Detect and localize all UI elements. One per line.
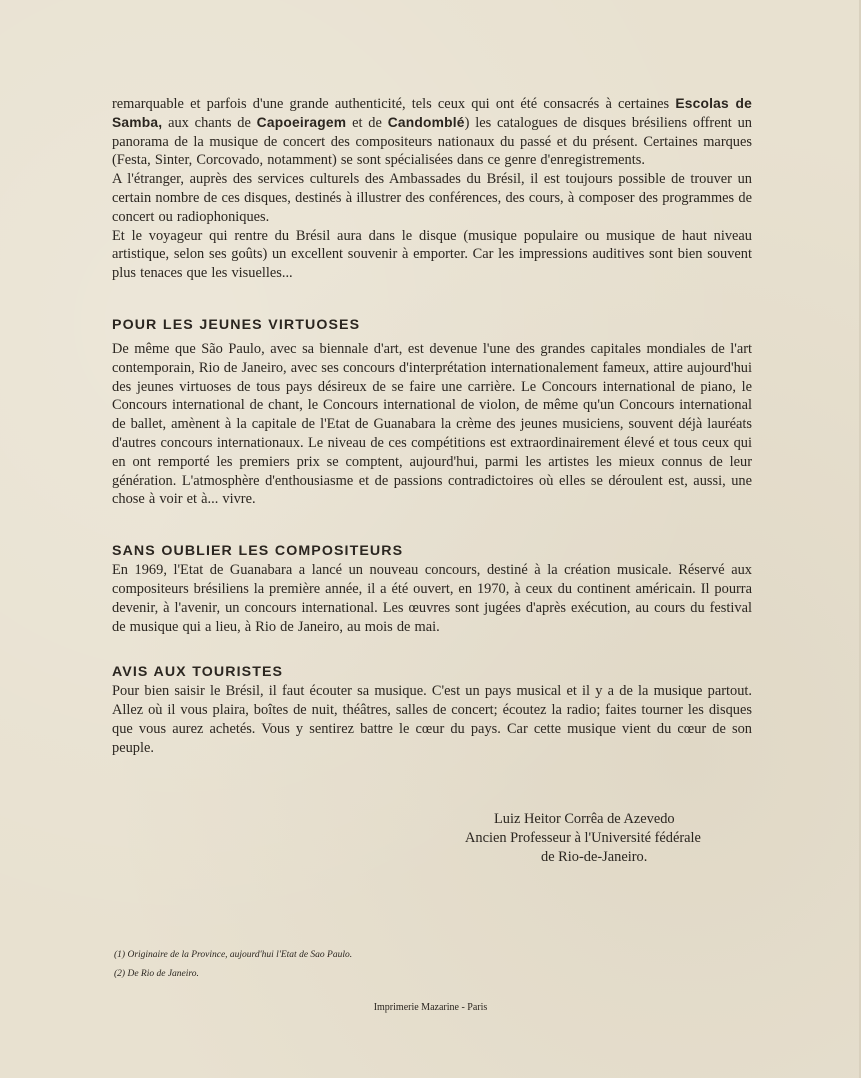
- section-text-compositeurs: En 1969, l'Etat de Guanabara a lancé un nouveau concours, destiné à la création musicale. Réservé aux compositeurs brésiliens la première année, il a été ouvert, en 1970, à ceux du continent américain. Il pourra devenir, à l'avenir, un concours international. Les œuvres sont jugées d'après exécution, au cours du festival de musique qui a lieu, à Rio de Janeiro, au mois de mai.: [112, 562, 752, 635]
- intro-paragraph-2: A l'étranger, auprès des services culturels des Ambassades du Brésil, il est toujours possible de trouver un certain nombre de ces disques, destinés à illustrer des conférences, des cours, à composer des programmes de concert ou radiophoniques.: [112, 171, 752, 225]
- intro-paragraph-3: Et le voyageur qui rentre du Brésil aura dans le disque (musique populaire ou musique de haut niveau artistique, selon ses goûts) un excellent souvenir à emporter. Car les impressions auditives sont bien souvent plus tenaces que les visuelles...: [112, 227, 752, 282]
- section-heading-virtuoses: POUR LES JEUNES VIRTUOSES: [112, 316, 361, 333]
- signature-title: Ancien Professeur à l'Université fédérale: [465, 830, 701, 846]
- bold-term: Escolas de Samba,: [112, 96, 752, 130]
- body-text: [112, 95, 752, 758]
- text-run: et de: [346, 114, 388, 131]
- text-run: ) les catalogues de disques brésiliens offrent un panorama de la musique de concert des compositeurs nationaux du passé et du présent. Certaines marques (Festa, Sinter, Corcovado, notamment) se sont spécialisées dans ce genre d'enregistrements.: [112, 114, 752, 169]
- text-run: remarquable et parfois d'une grande authenticité, tels ceux qui ont été consacrés à certaines: [112, 96, 676, 112]
- footnote-1: (1) Originaire de la Province, aujourd'hui l'Etat de Sao Paulo.: [114, 950, 353, 960]
- printer-imprint: Imprimerie Mazarine - Paris: [373, 1002, 488, 1013]
- section-heading-touristes: AVIS AUX TOURISTES: [112, 664, 284, 681]
- text-run: aux chants de: [162, 114, 257, 131]
- intro-paragraph-1: [112, 95, 752, 170]
- section-text-virtuoses: De même que São Paulo, avec sa biennale d'art, est devenue l'une des grandes capitales mondiales de l'art contemporain, Rio de Janeiro, avec ses concours d'interprétation internationalement fameux, attire aujourd'hui des jeunes virtuoses de tous pays désireux de se faire une carrière. Le Concours international de piano, le Concours international de chant, le Concours international de violon, de même qu'un Concours international de ballet, amènent à la capitale de l'Etat de Guanabara la crème des jeunes musiciens, souvent déjà lauréats d'autres concours internationaux. Le niveau de ces compétitions est extraordinairement élevé et tous ceux qui en ont remporté les premiers prix se comptent, aujourd'hui, parmi les artistes les mieux connus de leur génération. L'atmosphère d'enthousiasme et de passions contradictoires où elles se déroulent est, aussi, une chose à voir et à... vivre.: [112, 340, 752, 508]
- section-text-touristes: Pour bien saisir le Brésil, il faut écouter sa musique. C'est un pays musical et il y a de la musique partout. Allez où il vous plaira, boîtes de nuit, théâtres, salles de concert; écoutez la radio; faites tourner les disques que vous aurez achetés. Vous y sentirez battre le cœur du pays. Car cette musique vient du cœur de son peuple.: [112, 683, 752, 756]
- bold-term: Capoeiragem: [256, 114, 347, 130]
- bold-term: Candomblé: [387, 114, 465, 130]
- footnote-2: (2) De Rio de Janeiro.: [114, 969, 199, 979]
- signature-place: de Rio-de-Janeiro.: [541, 849, 648, 865]
- signature-name: Luiz Heitor Corrêa de Azevedo: [494, 811, 675, 827]
- section-heading-compositeurs: SANS OUBLIER LES COMPOSITEURS: [112, 543, 404, 560]
